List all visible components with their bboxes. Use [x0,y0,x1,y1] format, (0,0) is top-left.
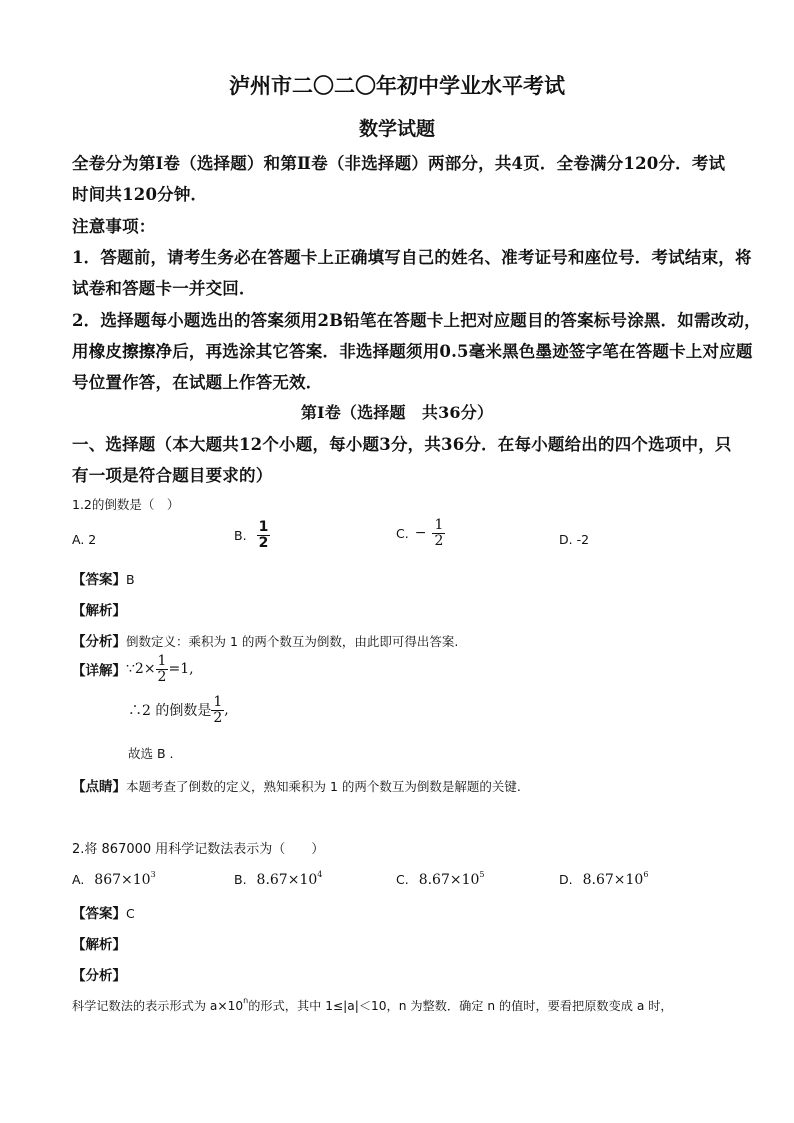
q1-jiexi-tag: 【解析】 [72,603,126,619]
q1-option-c-numerator: 1 [434,517,444,533]
exam-subtitle: 数学试题 [358,118,435,140]
part-heading-line-2: 有一项是符合题目要求的） [72,466,273,485]
q1-xiangjie-tag: 【详解】 [72,663,126,680]
q1-dianjing-text: 本题考查了倒数的定义，熟知乘积为 1 的两个数互为倒数是解题的关键. [126,779,521,794]
notice-item-2-line-3: 号位置作答，在试题上作答无效． [72,373,323,392]
q1-step1-pre: ∵2× [126,661,156,678]
q2-option-d-base: 8.67×10 [582,872,644,888]
q1-option-b-numerator: 1 [258,519,269,535]
q1-option-b-label: B. [234,527,247,543]
q2-option-b-exponent: 4 [317,870,323,879]
q2-option-a-base: 867×10 [94,872,151,888]
q2-option-a-exponent: 3 [150,870,156,879]
q1-answer-tag: 【答案】 [72,572,126,588]
q1-detail-step-3: 故选 B . [128,746,174,761]
q1-option-c-sign: − [414,525,427,542]
q2-option-b-base: 8.67×10 [256,872,318,888]
part-heading-line-1: 一、选择题（本大题共12个小题，每小题3分，共36分．在每小题给出的四个选项中，只 [72,435,732,454]
q1-option-d-label: D. [559,532,573,547]
notice-item-1-line-2: 试卷和答题卡一并交回． [72,279,256,298]
q1-step1-post: =1, [168,661,194,678]
q2-fenxi-pre: 科学记数法的表示形式为 a×10 [72,999,244,1013]
q2-answer-value: C [126,906,135,921]
q1-option-c-fraction [432,518,445,548]
q2-jiexi-tag: 【解析】 [72,937,126,953]
q2-fenxi-exponent: n [243,996,249,1005]
q2-option-a-label: A. [72,872,85,887]
q1-dianjing [72,775,521,795]
q1-step2-numerator: 1 [213,694,223,710]
q1-option-a-value: 2 [88,532,97,547]
q2-option-c [396,870,485,888]
q1-detail-step-1 [72,654,194,684]
q1-step1-fraction [156,654,169,684]
notice-item-2-line-1: 2．选择题每小题选出的答案须用2B铅笔在答题卡上把对应题目的答案标号涂黑．如需改动， [72,311,761,330]
q1-answer [72,568,135,588]
q1-option-b [234,520,270,550]
q1-option-b-fraction [257,520,271,550]
q1-step2-post: , [224,702,229,719]
q1-detail-step-2 [128,695,229,725]
q2-fenxi-text [72,996,673,1014]
q1-option-c [396,518,445,548]
q2-answer [72,902,135,922]
notice-item-1-line-1: 1．答题前，请考生务必在答题卡上正确填写自己的姓名、准考证号和座位号．考试结束，将 [72,248,752,267]
q1-option-d [559,532,589,547]
q2-option-c-exponent: 5 [479,870,485,879]
notice-item-2-line-2: 用橡皮擦擦净后，再选涂其它答案．非选择题须用0.5毫米黑色墨迹签字笔在答题卡上对应题 [72,342,753,361]
q1-step2-denominator: 2 [213,709,223,726]
q1-fenxi-text: 倒数定义：乘积为 1 的两个数互为倒数，由此即可得出答案. [126,634,459,649]
q1-stem: 1.2的倒数是（ ） [72,497,180,512]
q2-option-b [234,870,322,888]
q2-fenxi-tag: 【分析】 [72,968,126,984]
q1-step2-pre: ∴2 的倒数是 [128,703,212,720]
exam-title: 泸州市二〇二〇年初中学业水平考试 [229,73,565,98]
section-title: 第Ⅰ卷（选择题 共36分） [300,403,494,422]
q2-option-c-label: C. [396,872,409,887]
q2-answer-tag: 【答案】 [72,906,126,922]
q2-option-b-label: B. [234,872,247,887]
q2-option-d-label: D. [559,872,573,887]
q1-step1-numerator: 1 [157,653,167,669]
q1-fenxi-tag: 【分析】 [72,634,126,650]
q2-option-d-exponent: 6 [643,870,649,879]
notice-title: 注意事项： [72,217,156,236]
q1-step2-fraction [211,695,224,725]
q1-option-a [72,532,96,547]
q1-option-d-value: -2 [576,532,590,547]
q1-option-c-label: C. [396,525,409,541]
intro-line-2: 时间共120分钟． [72,185,208,204]
q2-option-a [72,870,156,888]
q2-option-c-base: 8.67×10 [418,872,480,888]
q1-answer-value: B [126,572,135,587]
q1-option-c-denominator: 2 [434,532,444,549]
q1-fenxi [72,630,458,650]
intro-line-1: 全卷分为第Ⅰ卷（选择题）和第Ⅱ卷（非选择题）两部分，共4页．全卷满分120分．考试 [72,154,726,173]
q2-fenxi-post: 的形式，其中 1≤|a|＜10，n 为整数．确定 n 的值时，要看把原数变成 a 时， [248,999,673,1013]
q2-option-d [559,870,648,888]
q1-option-a-label: A. [72,532,85,547]
q1-option-b-denominator: 2 [258,534,269,551]
q2-stem: 2.将 867000 用科学记数法表示为（ ） [72,842,325,857]
q1-step1-denominator: 2 [157,668,167,685]
q1-dianjing-tag: 【点睛】 [72,779,126,795]
